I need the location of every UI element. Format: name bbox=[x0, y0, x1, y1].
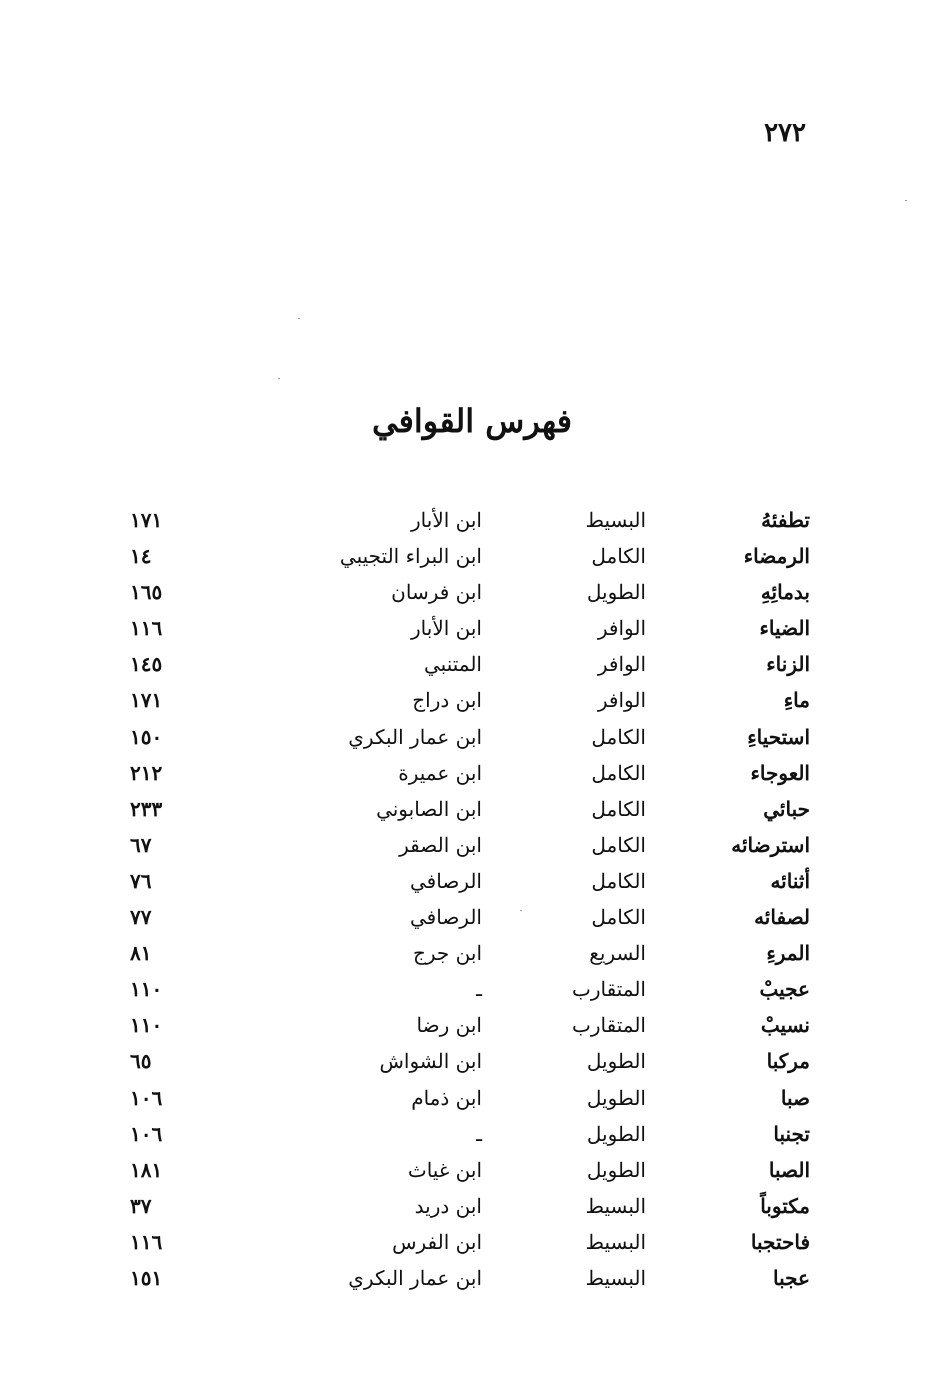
rhyme-word: تطفئهُ bbox=[761, 508, 810, 532]
index-row bbox=[130, 682, 810, 718]
poetic-meter: الوافر bbox=[597, 652, 646, 677]
page-reference: ٢١٢ bbox=[130, 760, 163, 785]
page-reference: ٣٧ bbox=[130, 1193, 152, 1218]
poet-name: ابن عمار البكري bbox=[348, 724, 482, 749]
index-row bbox=[130, 610, 810, 646]
poetic-meter: الكامل bbox=[591, 760, 646, 785]
poet-name: ابن الصقر bbox=[399, 832, 482, 857]
page-reference: ١٠٦ bbox=[130, 1121, 163, 1146]
index-row bbox=[130, 646, 810, 682]
rhyme-word: استحياءِ bbox=[747, 724, 810, 749]
rhyme-word: العوجاء bbox=[750, 760, 810, 785]
poetic-meter: الكامل bbox=[591, 544, 646, 569]
page-reference: ١١٠ bbox=[130, 1013, 163, 1038]
rhyme-word: تجنبا bbox=[773, 1121, 810, 1146]
page-reference: ١١٠ bbox=[130, 977, 163, 1002]
poet-name: المتنبي bbox=[424, 652, 482, 677]
poetic-meter: الطويل bbox=[586, 1049, 646, 1074]
poet-name: ابن الشواش bbox=[379, 1049, 482, 1074]
page-reference: ٧٦ bbox=[130, 868, 152, 893]
poetic-meter: الوافر bbox=[597, 616, 646, 641]
index-row bbox=[130, 1152, 810, 1188]
page-reference: ٧٧ bbox=[130, 905, 152, 930]
poet-name: ابن الأبار bbox=[411, 616, 482, 641]
poetic-meter: الكامل bbox=[591, 832, 646, 857]
scan-speck bbox=[520, 910, 522, 911]
index-row bbox=[130, 1043, 810, 1079]
rhyme-word: نسيبْ bbox=[760, 1013, 810, 1038]
rhyme-word: صبا bbox=[780, 1085, 810, 1110]
page-number: ٢٧٢ bbox=[764, 118, 806, 148]
poetic-meter: الطويل bbox=[586, 580, 646, 605]
index-row bbox=[130, 971, 810, 1007]
poet-name: ابن دريد bbox=[414, 1193, 482, 1218]
rhyme-word: مكتوباً bbox=[760, 1193, 810, 1218]
rhyme-index-table bbox=[130, 502, 810, 1296]
poet-name: ابن عميرة bbox=[398, 760, 482, 785]
page-reference: ١٤ bbox=[130, 544, 152, 569]
rhyme-word: لصفائه bbox=[754, 905, 810, 930]
poetic-meter: المتقارب bbox=[572, 1013, 646, 1038]
poetic-meter: الكامل bbox=[591, 905, 646, 930]
poetic-meter: الكامل bbox=[591, 868, 646, 893]
rhyme-word: فاحتجبا bbox=[750, 1229, 810, 1254]
index-row bbox=[130, 1007, 810, 1043]
scan-speck bbox=[298, 318, 300, 319]
page-reference: ١١٦ bbox=[130, 1229, 163, 1254]
rhyme-word: عجيبْ bbox=[759, 977, 810, 1002]
poetic-meter: البسيط bbox=[585, 1193, 646, 1218]
page-title: فهرس القوافي bbox=[371, 402, 573, 440]
index-row bbox=[130, 574, 810, 610]
poet-name: ابن غياث bbox=[407, 1157, 482, 1182]
rhyme-word: عجبا bbox=[773, 1265, 810, 1290]
rhyme-word: أثنائه bbox=[770, 868, 810, 893]
poet-name: الرصافي bbox=[410, 905, 482, 930]
page-reference: ١٠٦ bbox=[130, 1085, 163, 1110]
poetic-meter: البسيط bbox=[585, 1265, 646, 1290]
index-row bbox=[130, 863, 810, 899]
index-row bbox=[130, 502, 810, 538]
rhyme-word: مركبا bbox=[766, 1049, 810, 1074]
page-reference: ١٦٥ bbox=[130, 580, 163, 605]
page-reference: ٨١ bbox=[130, 941, 152, 966]
poet-name: ابن جرج bbox=[412, 941, 482, 966]
page-reference: ١٨١ bbox=[130, 1157, 163, 1182]
poetic-meter: السريع bbox=[589, 941, 646, 966]
index-row bbox=[130, 1224, 810, 1260]
poetic-meter: المتقارب bbox=[572, 977, 646, 1002]
poetic-meter: الكامل bbox=[591, 724, 646, 749]
index-row bbox=[130, 719, 810, 755]
poet-name: ابن رضا bbox=[416, 1013, 482, 1038]
poetic-meter: الوافر bbox=[597, 688, 646, 713]
poet-name: ابن ذمام bbox=[411, 1085, 482, 1110]
scan-speck bbox=[278, 378, 280, 379]
rhyme-word: الضياء bbox=[759, 616, 810, 641]
rhyme-word: استرضائه bbox=[731, 832, 810, 857]
poet-name: ـ bbox=[476, 977, 482, 1002]
poet-name: ابن البراء التجيبي bbox=[339, 544, 482, 569]
poet-name: ابن دراج bbox=[412, 688, 482, 713]
rhyme-word: الزناء bbox=[766, 652, 810, 677]
page-reference: ١٥٠ bbox=[130, 724, 163, 749]
poet-name: ـ bbox=[476, 1121, 482, 1146]
index-row bbox=[130, 755, 810, 791]
rhyme-word: ماءِ bbox=[783, 688, 810, 713]
page-reference: ١٧١ bbox=[130, 508, 163, 532]
rhyme-word: حبائي bbox=[763, 796, 810, 821]
index-row bbox=[130, 791, 810, 827]
poetic-meter: الطويل bbox=[586, 1157, 646, 1182]
poet-name: ابن فرسان bbox=[391, 580, 482, 605]
rhyme-word: الصبا bbox=[768, 1157, 810, 1182]
poet-name: ابن عمار البكري bbox=[348, 1265, 482, 1290]
rhyme-word: المرءِ bbox=[766, 941, 810, 966]
index-row bbox=[130, 538, 810, 574]
page-reference: ٢٣٣ bbox=[130, 796, 163, 821]
page-reference: ١٤٥ bbox=[130, 652, 163, 677]
poetic-meter: الطويل bbox=[586, 1121, 646, 1146]
page-reference: ٦٧ bbox=[130, 832, 152, 857]
page-reference: ٦٥ bbox=[130, 1049, 152, 1074]
poet-name: الرصافي bbox=[410, 868, 482, 893]
index-row bbox=[130, 827, 810, 863]
poet-name: ابن الأبار bbox=[411, 508, 482, 532]
poetic-meter: البسيط bbox=[585, 1229, 646, 1254]
page-reference: ١٥١ bbox=[130, 1265, 163, 1290]
poet-name: ابن الفرس bbox=[392, 1229, 482, 1254]
index-row bbox=[130, 935, 810, 971]
page-reference: ١٧١ bbox=[130, 688, 163, 713]
rhyme-word: الرمضاء bbox=[743, 544, 810, 569]
page-reference: ١١٦ bbox=[130, 616, 163, 641]
poet-name: ابن الصابوني bbox=[376, 796, 482, 821]
rhyme-word: بدمائِهِ bbox=[760, 580, 810, 605]
scan-speck bbox=[905, 200, 907, 201]
index-row bbox=[130, 1188, 810, 1224]
poetic-meter: الكامل bbox=[591, 796, 646, 821]
index-row bbox=[130, 1116, 810, 1152]
index-row bbox=[130, 1080, 810, 1116]
poetic-meter: البسيط bbox=[585, 508, 646, 532]
index-row bbox=[130, 899, 810, 935]
poetic-meter: الطويل bbox=[586, 1085, 646, 1110]
index-row bbox=[130, 1260, 810, 1296]
